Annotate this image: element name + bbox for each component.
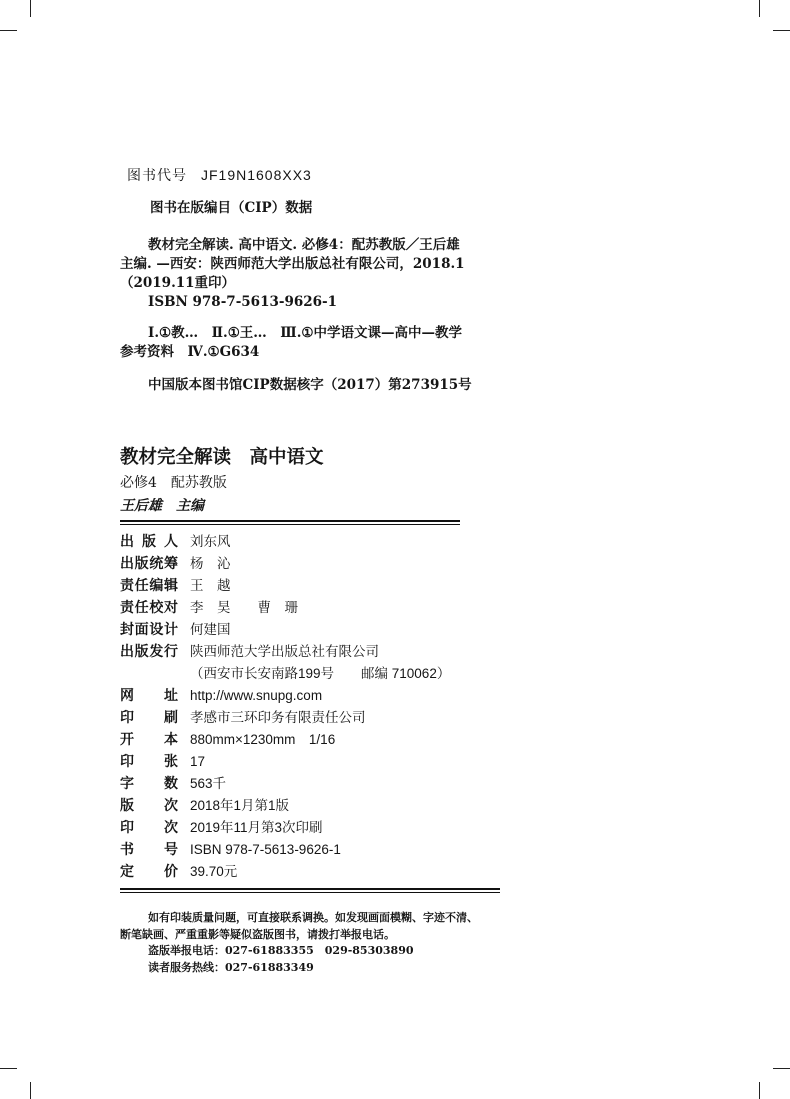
- crop-mark-top-right-vertical: [759, 0, 760, 17]
- crop-mark-bottom-right-vertical: [759, 1082, 760, 1099]
- detail-label: 出版统筹: [120, 556, 178, 572]
- detail-row-publisher: [120, 531, 500, 553]
- cip-line: 教材完全解读. 高中语文. 必修4：配苏教版／王后雄: [148, 237, 460, 253]
- notice-report-phone: 盗版举报电话：027-61883355 029-85303890: [148, 944, 414, 958]
- detail-value: 2018年1月第1版: [190, 798, 290, 813]
- detail-label: 字 数: [120, 776, 178, 792]
- detail-label: 封面设计: [120, 622, 178, 638]
- detail-row-website: [120, 685, 500, 707]
- book-title: 教材完全解读 高中语文: [120, 447, 324, 468]
- cip-record-number: 中国版本图书馆CIP数据核字（2017）第273915号: [148, 377, 472, 393]
- notice-line: 如有印装质量问题，可直接联系调换。如发现画面模糊、字迹不清、: [148, 911, 478, 924]
- detail-label: 印 刷: [120, 710, 178, 726]
- detail-label: 开 本: [120, 732, 178, 748]
- detail-value: 563千: [190, 776, 227, 791]
- detail-value: 杨 沁: [190, 556, 231, 571]
- detail-value: 王 越: [190, 578, 231, 593]
- cip-heading: 图书在版编目（CIP）数据: [150, 200, 313, 216]
- detail-row-proofreader: [120, 597, 500, 619]
- detail-row-word-count: [120, 773, 500, 795]
- detail-value: 何建国: [190, 622, 231, 637]
- detail-row-printing: [120, 817, 500, 839]
- notice-service-hotline: 读者服务热线：027-61883349: [148, 961, 314, 975]
- detail-row-cover-design: [120, 619, 500, 641]
- cip-line: 参考资料 Ⅳ.①G634: [120, 344, 260, 360]
- crop-mark-bottom-left-vertical: [30, 1082, 31, 1099]
- detail-row-edition: [120, 795, 500, 817]
- cip-classification: [120, 324, 465, 362]
- detail-row-distributor: [120, 641, 500, 663]
- detail-label: 定 价: [120, 864, 178, 880]
- detail-label: 责任编辑: [120, 578, 178, 594]
- detail-value: （西安市长安南路199号 邮编 710062）: [190, 666, 451, 681]
- detail-value: 李 昊 曹 珊: [190, 600, 298, 615]
- detail-label: 印 张: [120, 754, 178, 770]
- crop-mark-top-left-horizontal: [0, 30, 17, 31]
- notice-line: 断笔缺画、严重重影等疑似盗版图书，请拨打举报电话。: [120, 927, 395, 941]
- book-code: [127, 166, 312, 184]
- publication-details: [120, 531, 500, 883]
- detail-row-price: [120, 861, 500, 883]
- detail-row-address: [120, 663, 500, 685]
- cip-record-description: [120, 236, 465, 312]
- detail-value: 880mm×1230mm 1/16: [190, 732, 336, 747]
- detail-label: 版 次: [120, 798, 178, 814]
- detail-value: 陕西师范大学出版总社有限公司: [190, 644, 379, 659]
- detail-value: 孝感市三环印务有限责任公司: [190, 710, 366, 725]
- piracy-notice: [120, 910, 478, 977]
- double-rule-top-thin: [120, 524, 460, 525]
- detail-row-editor: [120, 575, 500, 597]
- detail-value: 2019年11月第3次印刷: [190, 820, 323, 835]
- cip-line: 主编. —西安：陕西师范大学出版总社有限公司，2018.1: [120, 256, 465, 272]
- detail-label: 出版发行: [120, 644, 178, 660]
- detail-value: ISBN 978-7-5613-9626-1: [190, 842, 341, 857]
- detail-label: 书 号: [120, 842, 178, 858]
- cip-isbn-line: ISBN 978-7-5613-9626-1: [148, 294, 338, 310]
- detail-row-printer: [120, 707, 500, 729]
- book-author: 王后雄 主编: [120, 498, 204, 514]
- cip-line: Ⅰ.①教… Ⅱ.①王… Ⅲ.①中学语文课—高中—教学: [148, 325, 463, 341]
- detail-label: 印 次: [120, 820, 178, 836]
- detail-row-sheets: [120, 751, 500, 773]
- crop-mark-bottom-right-horizontal: [773, 1068, 790, 1069]
- cip-line: （2019.11重印）: [120, 275, 236, 291]
- detail-row-isbn: [120, 839, 500, 861]
- detail-row-coordinator: [120, 553, 500, 575]
- book-code-value: JF19N1608XX3: [201, 167, 312, 183]
- double-rule-bottom-thick: [120, 888, 500, 890]
- detail-row-format: [120, 729, 500, 751]
- crop-mark-bottom-left-horizontal: [0, 1068, 17, 1069]
- book-subtitle: 必修4 配苏教版: [120, 475, 227, 491]
- double-rule-bottom-thin: [120, 892, 500, 893]
- detail-label: 网 址: [120, 688, 178, 704]
- crop-mark-top-left-vertical: [30, 0, 31, 17]
- detail-value: 17: [190, 754, 206, 769]
- detail-value: http://www.snupg.com: [190, 688, 323, 703]
- detail-label: 出 版 人: [120, 534, 178, 550]
- detail-label: 责任校对: [120, 600, 178, 616]
- detail-value: 刘东风: [190, 534, 231, 549]
- detail-value: 39.70元: [190, 864, 238, 879]
- book-code-label: 图书代号: [127, 167, 187, 183]
- crop-mark-top-right-horizontal: [773, 30, 790, 31]
- double-rule-top-thick: [120, 520, 460, 522]
